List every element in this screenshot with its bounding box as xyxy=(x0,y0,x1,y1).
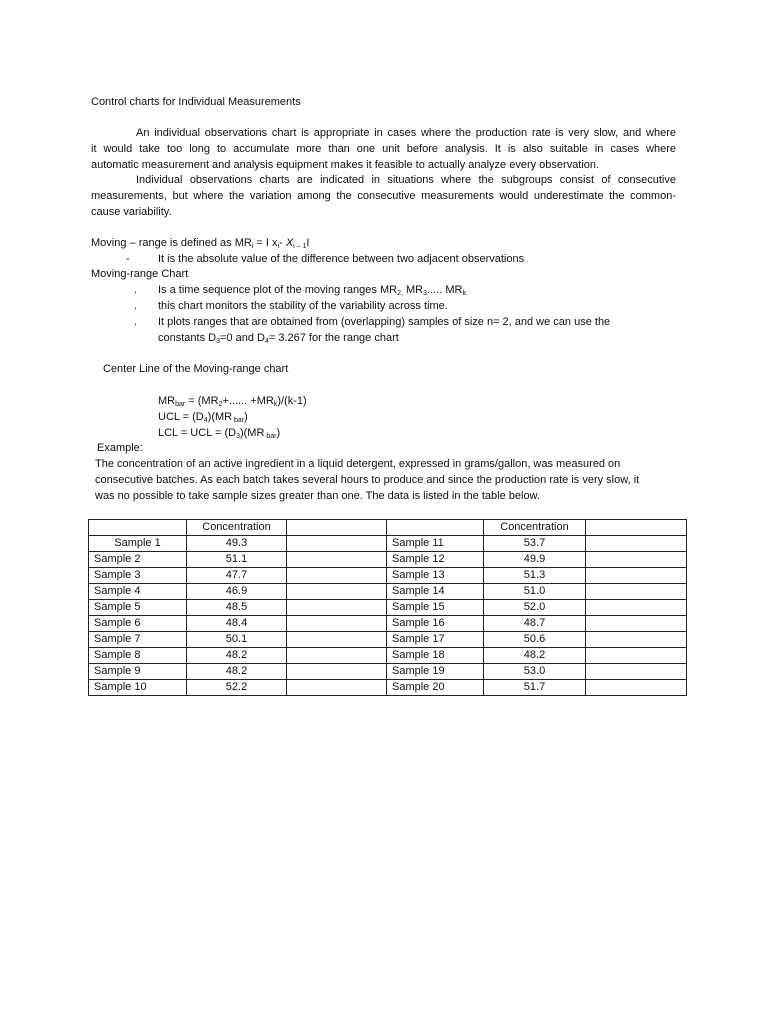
center-line-heading: Center Line of the Moving-range chart xyxy=(103,363,289,375)
table-row xyxy=(89,552,687,568)
table-header-cell xyxy=(89,520,187,536)
table-cell: 52.2 xyxy=(187,680,287,696)
table-cell: Sample 10 xyxy=(89,680,187,696)
bullet-marker: . xyxy=(134,316,138,328)
table-cell: Sample 9 xyxy=(89,664,187,680)
table-cell: Sample 16 xyxy=(387,616,484,632)
table-row xyxy=(89,680,687,696)
table-cell: Sample 13 xyxy=(387,568,484,584)
bullet-overlapping-samples: It plots ranges that are obtained from (overlapping) samples of size n= 2, and we can use the xyxy=(158,316,611,328)
table-cell: Sample 14 xyxy=(387,584,484,600)
table-cell: Sample 1 xyxy=(89,536,187,552)
page-title: Control charts for Individual Measurements xyxy=(91,96,301,108)
table-cell: Sample 15 xyxy=(387,600,484,616)
table-cell: Sample 19 xyxy=(387,664,484,680)
table-cell xyxy=(586,600,687,616)
example-line: consecutive batches. As each batch takes several hours to produce and since the production rate is very slow, it xyxy=(95,474,640,486)
example-heading: Example: xyxy=(97,442,143,454)
table-cell: Sample 4 xyxy=(89,584,187,600)
table-cell: 52.0 xyxy=(484,600,586,616)
bullet-stability: this chart monitors the stability of the variability across time. xyxy=(158,300,448,312)
table-cell: 48.7 xyxy=(484,616,586,632)
table-cell: Sample 3 xyxy=(89,568,187,584)
table-cell xyxy=(586,664,687,680)
table-cell: 53.7 xyxy=(484,536,586,552)
table-cell: 51.7 xyxy=(484,680,586,696)
table-cell: 53.0 xyxy=(484,664,586,680)
table-cell: 47.7 xyxy=(187,568,287,584)
paragraph-line: cause variability. xyxy=(91,206,172,218)
paragraph-line: measurements, but where the variation among the consecutive measurements would underestimate the common- xyxy=(91,190,676,202)
table-cell xyxy=(586,632,687,648)
table-header-cell xyxy=(287,520,387,536)
table-cell: Sample 20 xyxy=(387,680,484,696)
example-line: was no possible to take sample sizes greater than one. The data is listed in the table below. xyxy=(95,490,540,502)
formula-lcl: LCL = UCL = $(D_3)(MR$ $_{bar}$) xyxy=(158,427,281,440)
table-cell: 51.3 xyxy=(484,568,586,584)
formula-mr-bar: $MR_{bar} = (MR_2+$...... $+MR_k)/(k-1)$ xyxy=(158,395,307,408)
table-cell: Sample 12 xyxy=(387,552,484,568)
table-cell xyxy=(287,680,387,696)
table-cell xyxy=(287,648,387,664)
paragraph-line: Individual observations charts are indicated in situations where the subgroups consist of consecutive xyxy=(136,174,676,186)
bullet-time-sequence: Is a time sequence plot of the moving ranges $MR_{2,}$ $MR_3$..... $MR_{k.}$ xyxy=(158,284,468,297)
table-row xyxy=(89,664,687,680)
moving-range-definition: Moving – range is defined as $MR_i = I$ $x_i-$ $X_{i - 1}I$ xyxy=(91,237,310,250)
table-cell: 48.2 xyxy=(187,648,287,664)
table-cell: 49.9 xyxy=(484,552,586,568)
table-cell xyxy=(287,616,387,632)
table-cell: 46.9 xyxy=(187,584,287,600)
table-header-cell xyxy=(586,520,687,536)
table-cell: Sample 6 xyxy=(89,616,187,632)
table-cell xyxy=(287,664,387,680)
table-header-cell: Concentration xyxy=(187,520,287,536)
table-row xyxy=(89,600,687,616)
table-cell xyxy=(287,600,387,616)
table-cell: 48.4 xyxy=(187,616,287,632)
table-row xyxy=(89,632,687,648)
table-row xyxy=(89,584,687,600)
bullet-marker: . xyxy=(134,300,138,312)
table-cell xyxy=(287,584,387,600)
table-cell xyxy=(586,584,687,600)
table-row xyxy=(89,568,687,584)
table-cell: 51.1 xyxy=(187,552,287,568)
table-cell: Sample 7 xyxy=(89,632,187,648)
intro-paragraph-1 xyxy=(91,125,676,173)
table-cell xyxy=(287,632,387,648)
table-cell xyxy=(586,616,687,632)
table-header-row xyxy=(89,520,687,536)
table-cell: Sample 2 xyxy=(89,552,187,568)
table-cell xyxy=(586,680,687,696)
table-cell: 50.1 xyxy=(187,632,287,648)
table-cell: 50.6 xyxy=(484,632,586,648)
table-cell xyxy=(287,568,387,584)
table-cell xyxy=(586,552,687,568)
bullet-marker: . xyxy=(134,284,138,296)
table-cell xyxy=(586,568,687,584)
formula-ucl: UCL = $(D_4)(MR$ $_{bar}$) xyxy=(158,411,248,424)
table-cell xyxy=(287,552,387,568)
table-header-cell xyxy=(387,520,484,536)
table-cell: Sample 5 xyxy=(89,600,187,616)
concentration-table xyxy=(88,519,687,696)
table-row xyxy=(89,616,687,632)
table-cell: 49.3 xyxy=(187,536,287,552)
table-cell xyxy=(586,648,687,664)
paragraph-line: it would take too long to accumulate more than one unit before analysis. It is also suitable in cases where xyxy=(91,143,676,155)
table-cell xyxy=(287,536,387,552)
moving-range-chart-heading: Moving-range Chart xyxy=(91,268,189,280)
absolute-value-note: It is the absolute value of the difference between two adjacent observations xyxy=(158,253,525,265)
intro-paragraph-2 xyxy=(91,172,676,220)
table-cell xyxy=(586,536,687,552)
table-cell: Sample 8 xyxy=(89,648,187,664)
example-line: The concentration of an active ingredient in a liquid detergent, expressed in grams/gallon, was measured on xyxy=(95,458,621,470)
table-row xyxy=(89,536,687,552)
table-cell: Sample 18 xyxy=(387,648,484,664)
paragraph-line: An individual observations chart is appropriate in cases where the production rate is very slow, and where xyxy=(136,127,676,139)
table-cell: Sample 11 xyxy=(387,536,484,552)
table-cell: 48.5 xyxy=(187,600,287,616)
table-body xyxy=(89,520,687,696)
table-cell: 51.0 xyxy=(484,584,586,600)
table-cell: 48.2 xyxy=(187,664,287,680)
table-row xyxy=(89,648,687,664)
table-cell: Sample 17 xyxy=(387,632,484,648)
paragraph-line: automatic measurement and analysis equipment makes it feasible to actually analyze every observation. xyxy=(91,159,600,171)
table-header-cell: Concentration xyxy=(484,520,586,536)
dash-bullet: - xyxy=(126,253,130,265)
table-cell: 48.2 xyxy=(484,648,586,664)
bullet-constants: constants $D_3=0$ and $D_4= 3.267$ for the range chart xyxy=(158,332,399,345)
